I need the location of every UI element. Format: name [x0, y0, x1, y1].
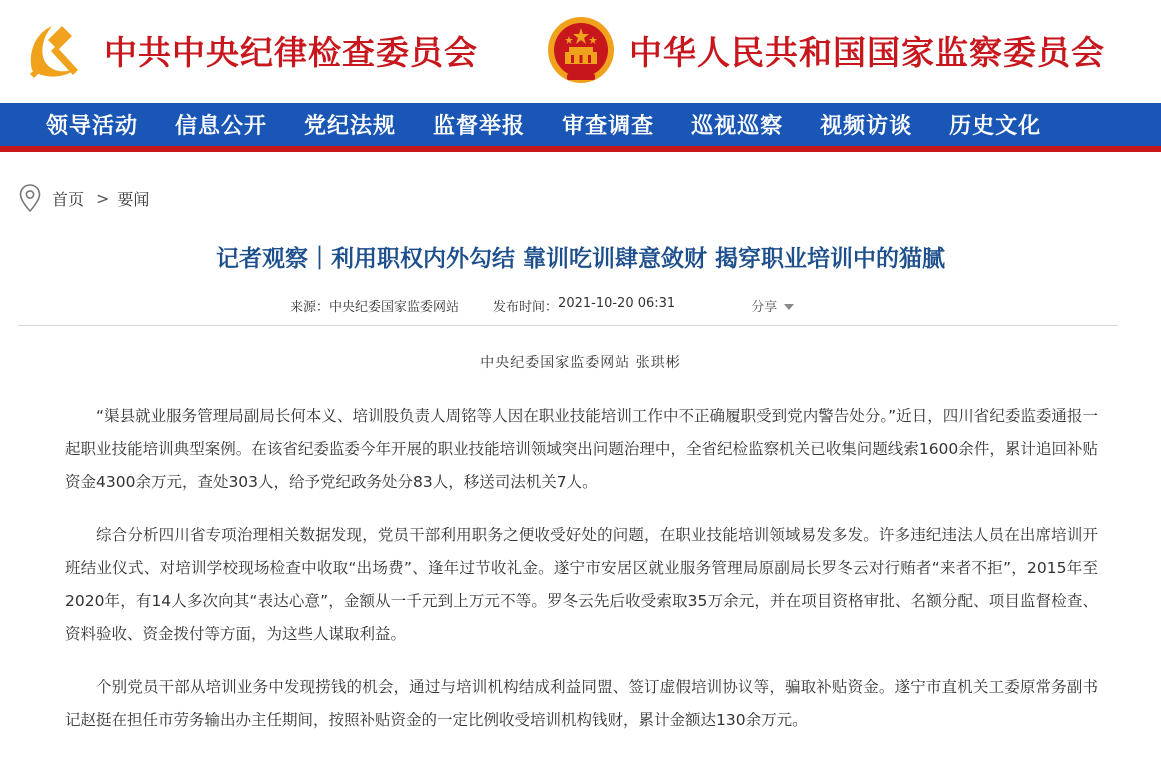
party-emblem-icon	[18, 14, 90, 86]
share-label: 分享	[751, 300, 778, 315]
nsc-title: 中华人民共和国国家监察委员会	[629, 32, 1105, 72]
chevron-down-icon	[784, 304, 794, 310]
ccdi-brand[interactable]	[18, 10, 478, 90]
source-label: 来源：	[290, 300, 330, 315]
breadcrumb	[18, 183, 149, 213]
article-paragraph: “渠县就业服务管理局副局长何本义、培训股负责人周铭等人因在职业技能培训工作中不正确履职受到党内警告处分。”近日，四川省纪委监委通报一起职业技能培训典型案例。在该省纪委监委今年开展的职业技能培训领域突出问题治理中，全省纪检监察机关已收集问题线索1600余件，累计追回补贴资金4300余万元，查处303人，给予党纪政务处分83人，移送司法机关7人。	[65, 407, 1098, 491]
main-nav	[0, 103, 1161, 152]
publish-time-label: 发布时间：	[493, 300, 559, 315]
breadcrumb-separator: >	[96, 188, 110, 208]
nav-item-inspection[interactable]: 巡视巡察	[691, 113, 784, 139]
article-author: 中央纪委国家监委网站 张珙彬	[480, 355, 681, 371]
nav-item-video[interactable]: 视频访谈	[820, 113, 913, 139]
publish-time-value: 2021-10-20 06:31	[558, 296, 676, 311]
nav-item-report[interactable]: 监督举报	[433, 113, 526, 139]
breadcrumb-home-link[interactable]: 首页	[52, 189, 85, 209]
nav-item-leadership[interactable]: 领导活动	[46, 113, 139, 139]
article-meta	[290, 296, 794, 315]
nsc-brand[interactable]	[545, 10, 1105, 90]
location-pin-icon	[18, 183, 42, 213]
article-paragraph: 综合分析四川省专项治理相关数据发现，党员干部利用职务之便收受好处的问题，在职业技能培训领域易发多发。许多违纪违法人员在出席培训开班结业仪式、对培训学校现场检查中收取“出场费”、逢年过节收礼金。遂宁市安居区就业服务管理局原副局长罗冬云对行贿者“来者不拒”，2015年至2020年，有14人多次向其“表达心意”，金额从一千元到上万元不等。罗冬云先后收受索取35万余元，并在项目资格审批、名额分配、项目监督检查、资料验收、资金拨付等方面，为这些人谋取利益。	[65, 526, 1098, 643]
national-emblem-icon	[545, 14, 617, 86]
share-button[interactable]	[751, 296, 794, 315]
source-value: 中央纪委国家监委网站	[329, 300, 460, 315]
meta-divider	[18, 325, 1118, 326]
nav-item-history[interactable]: 历史文化	[949, 113, 1042, 139]
article-body	[65, 400, 1098, 757]
article-title: 记者观察｜利用职权内外勾结 靠训吃训肆意敛财 揭穿职业培训中的猫腻	[215, 246, 945, 272]
breadcrumb-current-link[interactable]: 要闻	[117, 189, 150, 209]
article-paragraph: 个别党员干部从培训业务中发现捞钱的机会，通过与培训机构结成利益同盟、签订虚假培训协议等，骗取补贴资金。遂宁市直机关工委原常务副书记赵挺在担任市劳务输出办主任期间，按照补贴资金的一定比例收受培训机构钱财，累计金额达130余万元。	[65, 678, 1098, 729]
nav-item-investigation[interactable]: 审查调查	[562, 113, 655, 139]
nav-item-regulations[interactable]: 党纪法规	[304, 113, 397, 139]
site-header	[0, 0, 1161, 103]
ccdi-title: 中共中央纪律检查委员会	[104, 32, 478, 72]
nav-item-disclosure[interactable]: 信息公开	[175, 113, 268, 139]
